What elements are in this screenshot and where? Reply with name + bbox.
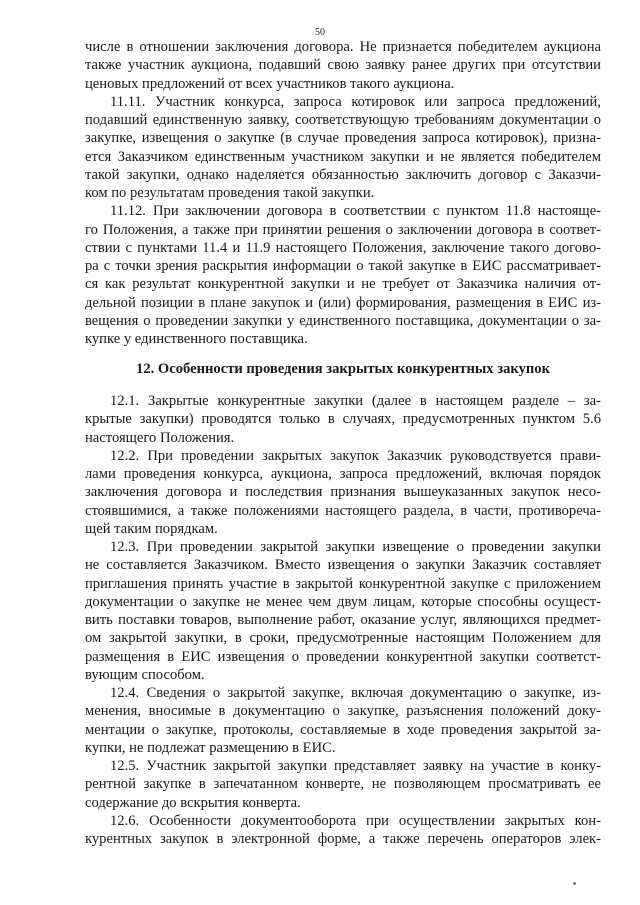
text-line: дельной позиции в плане закупок и (или) формирования, размещения в ЕИС из-: [85, 294, 601, 311]
paragraph-12-1-start: 12.1. Закрытые конкурентные закупки (далее в настоящем разделе – за-: [110, 393, 601, 409]
text-line: закупке, извещения о закупке (в случае проведения запроса котировок), призна-: [85, 130, 601, 147]
text-line: такой закупки, однако наделяется обязанностью заключить договор с Заказчи-: [85, 166, 601, 183]
text-line: вить поставки товаров, выполнение работ, оказание услуг, являющихся предмет-: [85, 612, 601, 628]
text-line: не составляется Заказчиком. Вместо извещения о закупки Заказчик составляет: [85, 557, 601, 574]
paragraph-12-3-start: 12.3. При проведении закрытой закупки извещение о проведении закупки: [110, 539, 601, 555]
text-line: ком по результатам проведения такой закупки.: [85, 185, 375, 201]
text-line: ся как результат конкурентной закупки и не требует от Заказчика наличия от-: [85, 276, 601, 293]
paragraph-12-4-start: 12.4. Сведения о закрытой закупке, включая документацию о закупке, из-: [110, 685, 601, 701]
text-line: ом закрытой закупки, в сроки, предусмотренные настоящим Положением для: [85, 630, 601, 647]
text-line: курентных закупок в электронной форме, а также перечень операторов элек-: [85, 831, 601, 847]
text-line: купке у единственного поставщика.: [85, 331, 308, 347]
text-line: заключения договора и последствия признания вышеуказанных закупок несо-: [85, 484, 601, 501]
text-line: документации о закупке не менее чем двум лицам, которые способны осущест-: [85, 593, 601, 610]
paragraph-11-12-start: 11.12. При заключении договора в соответствии с пунктом 11.8 настояще-: [110, 203, 601, 220]
paragraph-12-6-start: 12.6. Особенности документооборота при осуществлении закрытых кон-: [110, 812, 601, 829]
scan-dot-mark: [573, 882, 576, 885]
text-line: лами проведения конкурса, аукциона, запроса предложений, включая порядок: [85, 466, 601, 482]
text-line: размещения в ЕИС извещения о проведении конкурентной закупки соответст-: [85, 648, 601, 665]
section-12-heading: 12. Особенности проведения закрытых конкурентных закупок: [136, 361, 550, 377]
text-line: стоявшимися, а также положениями настоящего раздела, в части, противореча-: [85, 502, 601, 519]
text-line: вещения о проведении закупки у единственного поставщика, документации о за-: [85, 312, 601, 329]
paragraph-12-2-start: 12.2. При проведении закрытых закупок Заказчик руководствуется прави-: [110, 447, 601, 464]
text-line: щей таким порядкам.: [85, 520, 218, 537]
text-line: подавший единственную заявку, соответствующую требованиям документации о: [85, 112, 601, 128]
text-line: го Положения, а также при принятии решения о заключении договора в соответ-: [85, 221, 601, 238]
text-line: ментации о закупке, протоколы, составляемые в ходе проведения закрытой за-: [85, 721, 601, 738]
text-line: ется Заказчиком единственным участником закупки и не является победителем: [85, 148, 601, 165]
text-line: ценовых предложений от всех участников такого аукциона.: [85, 75, 455, 92]
text-line: рентной закупке в запечатанном конверте, не позволяющем просматривать ее: [85, 776, 601, 793]
text-line: числе в отношении заключения договора. Не признается победителем аукциона: [85, 39, 601, 55]
text-line: крытые закупки) проводятся только в случаях, предусмотренных пунктом 5.6: [85, 411, 601, 428]
text-line: ствии с пунктами 11.4 и 11.9 настоящего Положения, заключение такого догово-: [85, 239, 601, 256]
text-line: менения, вносимые в документацию о закупке, разъяснения положений доку-: [85, 703, 601, 720]
text-line: настоящего Положения.: [85, 429, 235, 446]
page-number: 50: [315, 27, 325, 38]
text-line: приглашения принять участие в закрытой конкурентной закупке с приложением: [85, 575, 601, 592]
text-line: ра с точки зрения раскрытия информации о такой закупке в ЕИС рассматривает-: [85, 258, 601, 274]
paragraph-12-5-start: 12.5. Участник закрытой закупки представляет заявку на участие в конку-: [110, 758, 601, 774]
text-line: купки, не подлежат размещению в ЕИС.: [85, 739, 336, 756]
section-12-text: [85, 392, 601, 848]
paragraph-11-11-start: 11.11. Участник конкурса, запроса котировок или запроса предложений,: [110, 93, 601, 110]
section-11-text: [85, 38, 601, 348]
text-line: содержание до вскрытия конверта.: [85, 794, 301, 811]
text-line: вующим способом.: [85, 666, 205, 683]
text-line: также участник аукциона, подавший свою заявку ранее других при отсутствии: [85, 57, 601, 74]
